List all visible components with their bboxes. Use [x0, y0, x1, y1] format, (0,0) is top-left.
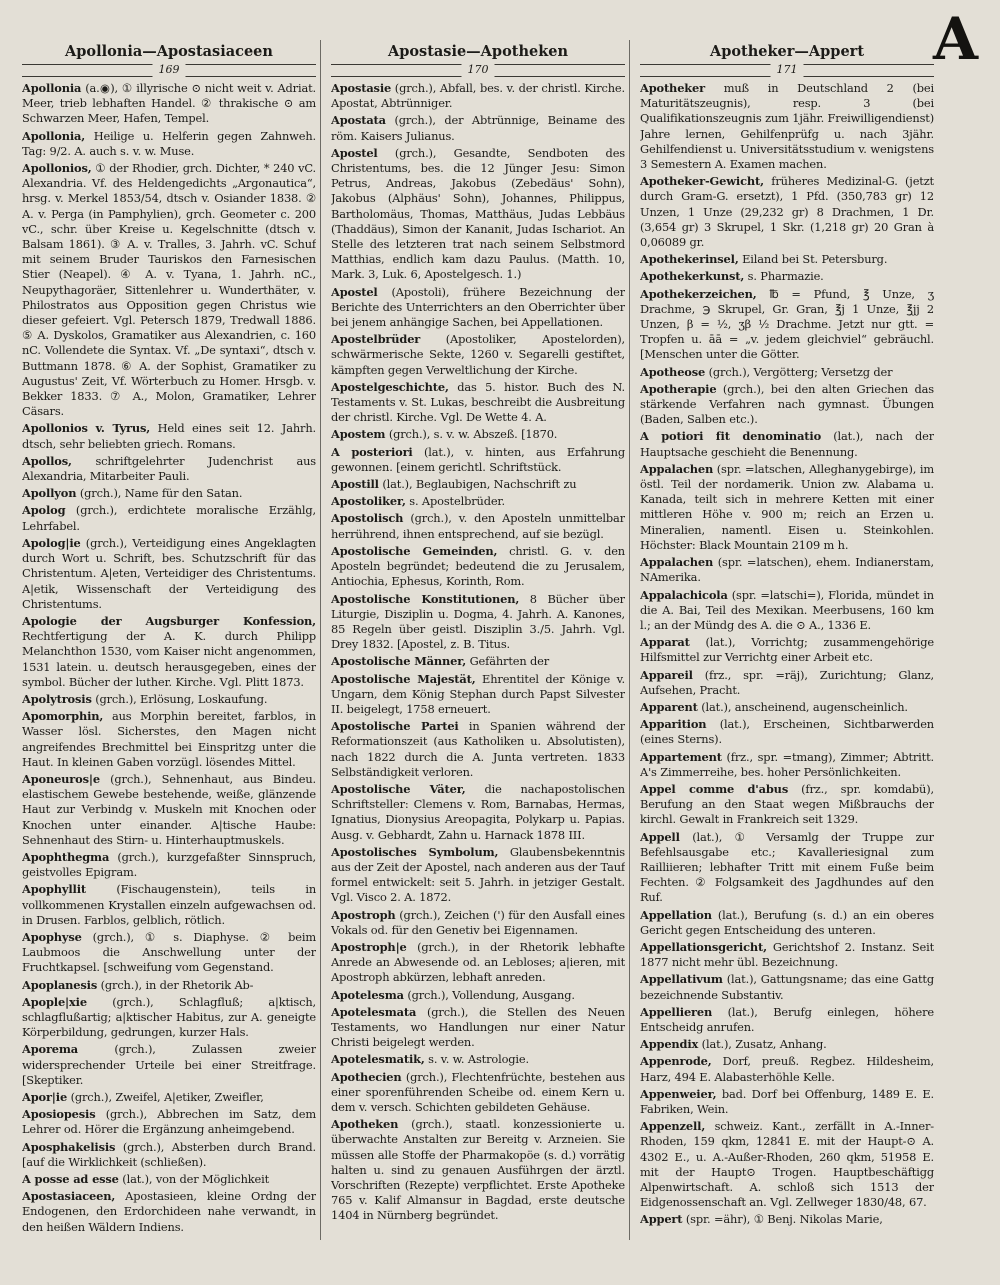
entry-headword: Apostel — [331, 284, 378, 299]
dictionary-entry — [331, 1070, 625, 1116]
entry-definition: (grch.), in der Rhetorik lebhafte Anrede an Abwesende od. an Lebloses; a|ieren, mit Apostroph abkürzen, lebhaft anreden. — [331, 939, 625, 985]
dictionary-entry — [640, 81, 934, 172]
entry-headword: Apollos, — [22, 453, 72, 468]
entry-headword: Apostolische Partei — [331, 719, 459, 734]
entry-headword: Apologie der Augsburger Konfession, — [22, 613, 316, 628]
entry-definition: christl. G. v. den Aposteln begründet; bedeutend die zu Jerusalem, Antiochia, Ephesus, Korinth, Rom. — [331, 543, 625, 589]
entry-definition: (lat.), Vorrichtg; zusammengehörige Hilfsmittel zur Verrichtg einer Arbeit etc. — [640, 635, 934, 665]
dictionary-entry — [640, 668, 934, 698]
dictionary-entry — [331, 81, 625, 111]
entry-headword: Apostasiaceen, — [22, 1189, 116, 1204]
entry-definition: (grch.), s. v. w. Abszeß. [1870. — [388, 427, 558, 442]
entry-headword: Aposphakelisis — [22, 1139, 116, 1154]
entry-definition: (lat.), Berufung (s. d.) an ein oberes Gericht gegen Entscheidung des unteren. — [640, 907, 934, 937]
dictionary-entry — [331, 113, 625, 143]
entry-headword: Apollonios v. Tyrus, — [22, 421, 151, 436]
entry-definition: (grch.), bei den alten Griechen das stärkende Verfahren nach gymnast. Übungen (Baden, Salben etc.). — [640, 381, 934, 427]
entry-headword: Appendix — [640, 1037, 699, 1052]
entry-headword: Apolog|ie — [22, 535, 81, 550]
entry-definition: schweiz. Kant., zerfällt in A.-Inner-Rhoden, 159 qkm, 12841 E. mit der Haupt-⊙ A. 4302 E., u. A.-Außer-Rhoden, 260 qkm, 51958 E. mit der Haupt⊙ Trogen. Hauptbeschäftigg Alpenwirtschaft. A. schloß sich 1513 der Eidgenossenschaft an. Vgl. Zellweger 1830/48, 67. — [640, 1119, 934, 1210]
dictionary-entry — [331, 494, 625, 509]
entry-definition: (grch.), Absterben durch Brand. [auf die Wirklichkeit (schließen). — [22, 1139, 316, 1169]
page-number-rule — [22, 64, 316, 77]
dictionary-entry — [640, 555, 934, 585]
entry-headword: Apostoliker, — [331, 494, 406, 509]
entry-headword: Apostroph|e — [331, 939, 407, 954]
dictionary-entry — [640, 700, 934, 715]
dictionary-entry — [640, 830, 934, 906]
page-number-rule — [640, 64, 934, 77]
dictionary-entry — [640, 908, 934, 938]
entry-definition: s. Pharmazie. — [747, 269, 824, 284]
entry-headword: Apostolische Männer, — [331, 654, 467, 669]
entry-headword: Appert — [640, 1212, 683, 1227]
entry-headword: Apostelgeschichte, — [331, 379, 449, 394]
entry-definition: (a.◉), ① illyrische ⊙ nicht weit v. Adriat. Meer, trieb lebhaften Handel. ② thrakische ⊙ am Schwarzen Meer, Hafen, Tempel. — [22, 81, 316, 126]
dictionary-entry — [22, 454, 316, 484]
entry-definition: muß in Deutschland 2 (bei Maturitätszeugnis), resp. 3 (bei Qualifikationszeugnis zum 1jähr. Freiwilligendienst) Jahre lernen, Gehilfenprüfg u. nach 3jähr. Gehilfendienst u. Universitätsstudium v. wenigstens 3 Semestern A. Examen machen. — [640, 81, 934, 172]
dictionary-entry — [22, 995, 316, 1041]
dictionary-entry — [640, 972, 934, 1002]
running-header: Apollonia—Apostasiaceen — [65, 43, 273, 60]
entry-definition: (grch.), Name für den Satan. — [79, 486, 243, 501]
entry-definition: (grch.), in der Rhetorik Ab- — [100, 977, 254, 992]
entry-definition: (grch.), Sehnenhaut, aus Bindeu. elastischem Gewebe bestehende, weiße, glänzende Haut zur Verbindg v. Muskeln mit Knochen oder Knochen unter einander. A|tische Haube: Sehnenhaut des Stirn- u. Hinterhauptmuskels. — [22, 771, 316, 847]
dictionary-entry — [331, 782, 625, 843]
entry-headword: Apostelbrüder — [331, 332, 421, 347]
entry-definition: (grch.), Zweifel, A|etiker, Zweifler, — [70, 1090, 264, 1104]
entry-headword: A posse ad esse — [22, 1172, 119, 1187]
entry-headword: Apothecien — [331, 1069, 402, 1084]
entry-headword: Appell — [640, 829, 680, 844]
column-1 — [22, 40, 316, 1278]
page-number: 169 — [153, 63, 186, 77]
entry-definition: (Apostoliker, Apostelorden), schwärmerische Sekte, 1260 v. Segarelli gestiftet, kämpften gegen Verweltlichung der Kirche. — [331, 332, 625, 377]
dictionary-entry — [640, 429, 934, 459]
entry-headword: Apophyse — [22, 929, 82, 944]
entry-definition: (grch.), kurzgefaßter Sinnspruch, geistvolles Epigram. — [22, 849, 316, 880]
dictionary-entry — [331, 427, 625, 442]
entry-headword: Aporema — [22, 1042, 79, 1057]
entry-definition: Heilige u. Helferin gegen Zahnweh. Tag: 9/2. A. auch s. v. w. Muse. — [22, 128, 316, 158]
entry-headword: Appareil — [640, 667, 693, 682]
dictionary-entry — [640, 269, 934, 284]
page-number: 171 — [771, 63, 804, 77]
entry-headword: Apostroph — [331, 907, 396, 922]
dictionary-entry — [22, 1090, 316, 1105]
entry-definition: früheres Medizinal-G. (jetzt durch Gram-G. ersetzt), 1 Pfd. (350,783 gr) 12 Unzen, 1 Unze (29,232 gr) 8 Drachmen, 1 Dr. (3,654 gr) 3 Skrupel, 1 Skr. (1,218 gr) 20 Gran à 0,06089 gr. — [640, 174, 934, 250]
running-header: Apotheker—Appert — [709, 43, 865, 60]
entry-headword: Apothekerinsel, — [640, 252, 739, 267]
entry-definition: (grch.), Flechtenfrüchte, bestehen aus einer sporenführenden Scheibe od. einem Kern u. dem v. versch. Schichten gebildeten Gehäuse. — [331, 1069, 625, 1114]
dictionary-entry — [331, 544, 625, 590]
entry-definition: (grch.), der Abtrünnige, Beiname des röm. Kaisers Julianus. — [331, 113, 625, 143]
entry-definition: (grch.), ① s. Diaphyse. ② beim Laubmoos die Anschwellung unter der Fruchtkapsel. [schweifung vom Gegenstand. — [22, 929, 316, 975]
dictionary-entry — [640, 287, 934, 363]
entry-definition: (lat.), ① Versamlg der Truppe zur Befehlsausgabe etc.; Kavalleriesignal zum Railliieren; lebhafter Tritt mit einem Fuße beim Fechten. ② Folgsamkeit des Jagdhundes auf den Ruf. — [640, 829, 934, 905]
dictionary-entry — [22, 692, 316, 707]
entry-definition: in Spanien während der Reformationszeit (aus Katholiken u. Absolutisten), nach 1822 durch die A. Junta vertreten. 1833 Selbständigkeit verloren. — [331, 719, 625, 779]
entry-headword: Apostolische Majestät, — [331, 671, 476, 686]
entry-headword: Apotelesmata — [331, 1004, 417, 1019]
entry-definition: Gerichtshof 2. Instanz. Seit 1877 nicht mehr übl. Bezeichnung. — [640, 939, 934, 970]
entry-headword: Appel comme d'abus — [640, 781, 789, 796]
page-number: 170 — [462, 63, 495, 77]
entry-definition: Apostasieen, kleine Ordng der Endogenen, den Erdorchideen nahe verwandt, in den heißen Wäldern Indiens. — [22, 1189, 316, 1234]
entry-headword: Apostel — [331, 145, 378, 160]
entry-definition: die nachapostolischen Schriftsteller: Clemens v. Rom, Barnabas, Hermas, Ignatius, Dionysius Areopagita, Polykarp u. Papias. Ausg. v. Gebhardt, Zahn u. Harnack 1878 III. — [331, 781, 625, 842]
entry-headword: Apolytrosis — [22, 691, 92, 706]
entry-headword: Apollyon — [22, 486, 77, 501]
entry-definition: (grch.), erdichtete moralische Erzählg, Lehrfabel. — [22, 503, 316, 533]
entry-definition: (grch.), Abfall, bes. v. der christl. Kirche. Apostat, Abtrünniger. — [331, 81, 625, 111]
dictionary-entry — [22, 772, 316, 848]
dictionary-entry — [331, 908, 625, 938]
entry-definition: (Apostoli), frühere Bezeichnung der Berichte des Unterrichters an den Oberrichter über bei jenem anhängige Sachen, bei Appellationen. — [331, 284, 625, 330]
entry-headword: Apolog — [22, 503, 66, 518]
entry-definition: Gefährten der — [469, 654, 550, 669]
dictionary-entry — [331, 511, 625, 541]
entry-definition: ① der Rhodier, grch. Dichter, * 240 vC. Alexandria. Vf. des Heldengedichts „Argonautica“, hrsg. v. Merkel 1853/54, dtsch v. Osiander 1838. ② A. v. Perga (in Pamphylien), grch. Geometer c. 200 vC., schr. über Kreise u. Kegelschnitte (dtsch v. Balsam 1861). ③ A. v. Tralles, 3. Jahrh. vC. Schuf mit seinem Bruder Tauriskos den Farnesischen Stier (Neapel). ④ A. v. Tyana, 1. Jahrh. nC., Neupythagoräer, Sittenlehrer u. Wunderthäter, v. Philostratos aus Opposition gegen Christus wie dieser gefeiert. Vgl. Petersch 1879, Tredwall 1886. ⑤ A. Dyskolos, Gramatiker aus Alexandrien, c. 160 nC. Vollendete die Syntax. Vf. „De syntaxi“, dtsch v. Buttmann 1878. ⑥ A. der Sophist, Gramatiker zu Augustus' Zeit, Vf. Wörterbuch zu Homer. Hrsgb. v. Bekker 1833. ⑦ A., Molon, Gramatiker, Lehrer Cäsars. — [22, 161, 316, 419]
entry-definition: (spr. =latschen, Alleghanygebirge), im östl. Teil der nordamerik. Union zw. Alabama u. Kanada, teilt sich in mehrere Ketten mit einer mittleren Höhe v. 900 m; reich an Erzen u. Mineralien, namentl. Eisen u. Steinkohlen. Höchster: Black Mountain 2109 m h. — [640, 461, 934, 552]
dictionary-entry — [22, 1189, 316, 1235]
entry-headword: Apparat — [640, 635, 690, 650]
entry-headword: Apostill — [331, 477, 379, 492]
dictionary-entry — [22, 81, 316, 127]
entry-headword: Apostasie — [331, 81, 392, 95]
dictionary-entry — [22, 161, 316, 419]
entry-headword: Appalachicola — [640, 587, 728, 602]
entry-definition: ℔ = Pfund, ℥ Unze, ʒ Drachme, ℈ Skrupel, Gr. Gran, ℥j 1 Unze, ℥jj 2 Unzen, β = ½, ʒβ ½ Drachme. Jetzt nur gtt. = Tropfen u. āā = „v. jedem gleichviel“ gebräuchl. [Menschen unter die Götter. — [640, 286, 934, 362]
entry-definition: (lat.), nach der Hauptsache geschieht die Benennung. — [640, 429, 934, 459]
entry-definition: (grch.), Schlagfluß; a|ktisch, schlagflußartig; a|ktischer Habitus, zur A. geneigte Körperbildung, gedrungen, kurzer Hals. — [22, 994, 316, 1040]
entry-list — [640, 81, 934, 1228]
entry-headword: Apophthegma — [22, 849, 110, 864]
entry-definition: Ehrentitel der Könige v. Ungarn, dem König Stephan durch Papst Silvester II. beigelegt, 1758 erneuert. — [331, 671, 625, 716]
entry-headword: Apparition — [640, 717, 707, 732]
dictionary-entry — [640, 782, 934, 828]
entry-definition: s. v. w. Astrologie. — [428, 1052, 529, 1067]
entry-definition: (lat.), v. hinten, aus Erfahrung gewonnen. [einem gerichtl. Schriftstück. — [331, 444, 625, 474]
entry-headword: Apostolische Gemeinden, — [331, 543, 498, 558]
entry-definition: (lat.), anscheinend, augenscheinlich. — [701, 699, 908, 714]
entry-definition: (spr. =ähr), ① Benj. Nikolas Marie, — [685, 1212, 883, 1227]
dictionary-entry — [22, 1042, 316, 1088]
entry-definition: (grch.), Abbrechen im Satz, dem Lehrer od. Hörer die Ergänzung anheimgebend. — [22, 1107, 316, 1137]
dictionary-entry — [22, 614, 316, 690]
entry-headword: Apollonia — [22, 81, 82, 95]
dictionary-entry — [640, 635, 934, 665]
entry-headword: Aponeuros|e — [22, 771, 100, 786]
entry-headword: Apostolische Väter, — [331, 781, 466, 796]
entry-definition: s. Apostelbrüder. — [409, 494, 505, 509]
entry-headword: Appenzell, — [640, 1119, 706, 1134]
page-number-rule — [331, 64, 625, 77]
entry-headword: A potiori fit denominatio — [640, 429, 822, 444]
entry-headword: Apotheose — [640, 364, 706, 379]
dictionary-entry — [640, 588, 934, 634]
entry-headword: Apparent — [640, 699, 698, 714]
entry-definition: (lat.), Gattungsname; das eine Gattg bezeichnende Substantiv. — [640, 972, 934, 1002]
entry-headword: Apostolisch — [331, 511, 404, 526]
dictionary-entry — [640, 365, 934, 380]
entry-definition: (Fischaugenstein), teils in vollkommenen Krystallen einzeln aufgewachsen od. in Drusen. Farblos, gelblich, rötlich. — [22, 882, 316, 927]
entry-definition: (grch.), Vergötterg; Versetzg der — [708, 364, 893, 379]
dictionary-entry — [22, 1140, 316, 1170]
running-header: Apostasie—Apotheken — [387, 43, 569, 60]
entry-headword: Apor|ie — [22, 1090, 68, 1104]
entry-headword: Apotelesma — [331, 987, 404, 1002]
dictionary-entry — [331, 146, 625, 283]
dictionary-entry — [22, 503, 316, 533]
column-3 — [640, 40, 934, 1278]
dictionary-entry — [640, 1005, 934, 1035]
entry-definition: (grch.), Verteidigung eines Angeklagten durch Wort u. Schrift, bes. Schutzschrift für das Christentum. A|eten, Verteidiger des Christentums. A|etik, Wissenschaft der Verteidigung des Christentums. — [22, 535, 316, 611]
entry-definition: Dorf, preuß. Regbez. Hildesheim, Harz, 494 E. Alabasterhöhle Kelle. — [640, 1054, 934, 1084]
dictionary-entry — [22, 882, 316, 928]
column-2 — [331, 40, 625, 1278]
entry-definition: Rechtfertigung der A. K. durch Philipp Melanchthon 1530, vom Kaiser nicht angenommen, 1531 latein. u. deutsch herausgegeben, eines der symbol. Bücher der luther. Kirche. Vgl. Plitt 1873. — [22, 629, 316, 689]
entry-definition: aus Morphin bereitet, farblos, in Wasser lösl. Sicherstes, den Magen nicht angreifendes Brechmittel bei Einspritzg unter die Haut. In kleinen Gaben vorzügl. lösendes Mittel. — [22, 709, 316, 769]
entry-headword: Apollonia, — [22, 128, 86, 143]
entry-headword: Apople|xie — [22, 994, 87, 1009]
entry-definition: bad. Dorf bei Offenburg, 1489 E. E. Fabriken, Wein. — [640, 1086, 934, 1116]
dictionary-entry — [331, 654, 625, 669]
entry-definition: schriftgelehrter Judenchrist aus Alexandria, Mitarbeiter Pauli. — [22, 453, 316, 484]
dictionary-entry — [331, 1005, 625, 1051]
entry-definition: (grch.), Zeichen (') für den Ausfall eines Vokals od. für den Genetiv bei Eigennamen. — [331, 907, 625, 937]
entry-headword: Appalachen — [640, 461, 714, 476]
entry-headword: Appellationsgericht, — [640, 939, 767, 954]
entry-headword: Aposiopesis — [22, 1107, 96, 1122]
dictionary-entry — [640, 1037, 934, 1052]
entry-headword: Apostem — [331, 427, 386, 442]
dictionary-entry — [331, 592, 625, 653]
dictionary-entry — [331, 332, 625, 378]
dictionary-entry — [331, 845, 625, 906]
dictionary-entry — [331, 988, 625, 1003]
dictionary-entry — [331, 380, 625, 426]
dictionary-entry — [22, 421, 316, 451]
entry-headword: Appartement — [640, 749, 722, 764]
entry-headword: Apoplanesis — [22, 977, 98, 992]
dictionary-entry — [640, 940, 934, 970]
entry-definition: (lat.), von der Möglichkeit — [122, 1172, 270, 1187]
entry-definition: (grch.), Vollendung, Ausgang. — [407, 987, 575, 1002]
dictionary-entry — [331, 1052, 625, 1067]
dictionary-entry — [22, 129, 316, 159]
entry-headword: Apostolische Konstitutionen, — [331, 591, 520, 606]
entry-definition: Held eines seit 12. Jahrh. dtsch, sehr beliebten griech. Romans. — [22, 421, 316, 451]
entry-headword: Apollonios, — [22, 161, 92, 176]
entry-definition: (grch.), staatl. konzessionierte u. überwachte Anstalten zur Bereitg v. Arzneien. Sie müssen alle Stoffe der Pharmakopöe (s. d.) vorrätig halten u. sind zu genauen Ausführgen der ärztl. Vorschriften (Rezepte) verpflichtet. Erste Apotheke 765 v. Kalif Almansur in Bagdad, erste deutsche 1404 in Nürnberg begründet. — [331, 1117, 625, 1223]
dictionary-entry — [22, 930, 316, 976]
dictionary-entry — [640, 252, 934, 267]
dictionary-entry — [640, 174, 934, 250]
dictionary-entry — [640, 1054, 934, 1084]
entry-headword: Appenweier, — [640, 1086, 717, 1101]
entry-headword: Apothekerzeichen, — [640, 286, 757, 301]
entry-headword: A posteriori — [331, 444, 413, 459]
entry-definition: (grch.), Gesandte, Sendboten des Christentums, bes. die 12 Jünger Jesu: Simon Petrus, Andreas, Jakobus (Zebedäus' Sohn), Jakobus (Alphäus' Sohn), Johannes, Philippus, Bartholomäus, Thomas, Matthäus, Judas Lebbäus (Thaddäus), Simon der Kananit, Judas Ischariot. An Stelle des letzteren trat nach seinem Selbstmord Matthias, endlich kam dazu Paulus. (Matth. 10, Mark. 3, Luk. 6, Apostelgesch. 1.) — [331, 145, 625, 282]
entry-definition: (grch.), die Stellen des Neuen Testaments, wo Handlungen nur einer Natur Christi beigelegt werden. — [331, 1004, 625, 1050]
dictionary-entry — [22, 536, 316, 612]
dictionary-entry — [22, 850, 316, 880]
entry-headword: Apostata — [331, 113, 386, 128]
dictionary-entry — [331, 719, 625, 780]
section-letter: A — [932, 5, 978, 73]
entry-headword: Appellieren — [640, 1004, 713, 1019]
dictionary-entry — [640, 382, 934, 428]
dictionary-entry — [331, 285, 625, 331]
entry-definition: (frz., spr. =tmang), Zimmer; Abtritt. A's Zimmerreihe, bes. hoher Persönlichkeiten. — [640, 749, 934, 779]
dictionary-entry — [22, 978, 316, 993]
entry-list — [331, 81, 625, 1224]
dictionary-entry — [331, 445, 625, 475]
entry-definition: (frz., spr. komdabü), Berufung an den Staat wegen Mißbrauchs der kirchl. Gewalt in Frankreich seit 1329. — [640, 781, 934, 827]
entry-definition: (grch.), v. den Aposteln unmittelbar herrührend, ihnen entsprechend, auf sie bezügl. — [331, 511, 625, 541]
entry-definition: (lat.), Erscheinen, Sichtbarwerden (eines Sterns). — [640, 717, 934, 747]
entry-definition: Glaubensbekenntnis aus der Zeit der Apostel, nach anderen aus der Tauf formel entwickelt: seit 5. Jahrh. in jetziger Gestalt. Vgl. Visco 2. A. 1872. — [331, 844, 625, 905]
entry-headword: Apophyllit — [22, 882, 87, 897]
entry-definition: (frz., spr. =räj), Zurichtung; Glanz, Aufsehen, Pracht. — [640, 667, 934, 697]
entry-headword: Apomorphin, — [22, 709, 104, 724]
dictionary-entry — [331, 1117, 625, 1223]
entry-headword: Appellativum — [640, 972, 723, 987]
entry-headword: Apotheker-Gewicht, — [640, 174, 764, 189]
entry-definition: (spr. =latschen), ehem. Indianerstam, NAmerika. — [640, 555, 934, 585]
dictionary-entry — [331, 940, 625, 986]
entry-definition: (lat.), Zusatz, Anhang. — [701, 1037, 827, 1052]
dictionary-entry — [331, 672, 625, 718]
dictionary-entry — [640, 1212, 934, 1227]
entry-definition: (lat.), Beglaubigen, Nachschrift zu — [382, 477, 577, 492]
dictionary-entry — [640, 462, 934, 553]
entry-headword: Appalachen — [640, 555, 714, 570]
entry-definition: Eiland bei St. Petersburg. — [742, 252, 888, 267]
dictionary-entry — [22, 1107, 316, 1137]
entry-headword: Apothekerkunst, — [640, 269, 745, 284]
entry-definition: das 5. histor. Buch des N. Testaments v. St. Lukas, beschreibt die Ausbreitung der christl. Kirche. Vgl. De Wette 4. A. — [331, 379, 625, 425]
entry-definition: (lat.), Berufg einlegen, höhere Entscheidg anrufen. — [640, 1004, 934, 1034]
entry-headword: Apotelesmatik, — [331, 1052, 425, 1067]
entry-definition: (spr. =latschi=), Florida, mündet in die A. Bai, Teil des Mexikan. Meerbusens, 160 km l.; an der Mündg des A. die ⊙ A., 1336 E. — [640, 587, 934, 632]
entry-definition: (grch.), Erlösung, Loskaufung. — [95, 691, 268, 706]
dictionary-entry — [640, 1087, 934, 1117]
entry-headword: Apostolisches Symbolum, — [331, 844, 499, 859]
entry-headword: Apotheken — [331, 1117, 399, 1132]
dictionary-entry — [22, 486, 316, 501]
entry-definition: 8 Bücher über Liturgie, Disziplin u. Dogma, 4. Jahrh. A. Kanones, 85 Regeln über geistl. Disziplin 3./5. Jahrh. Vgl. Drey 1832. [Apostel, z. B. Titus. — [331, 591, 625, 652]
entry-headword: Appellation — [640, 907, 712, 922]
dictionary-entry — [640, 750, 934, 780]
dictionary-entry — [22, 709, 316, 770]
entry-headword: Appenrode, — [640, 1054, 712, 1069]
dictionary-entry — [22, 1172, 316, 1187]
entry-headword: Apotheker — [640, 81, 705, 95]
dictionary-entry — [640, 1119, 934, 1210]
dictionary-entry — [640, 717, 934, 747]
columns — [22, 40, 934, 1278]
entry-headword: Apotherapie — [640, 381, 717, 396]
entry-definition: (grch.), Zulassen zweier widersprechender Urteile bei einer Streitfrage. [Skeptiker. — [22, 1042, 316, 1087]
entry-list — [22, 81, 316, 1235]
dictionary-entry — [331, 477, 625, 492]
